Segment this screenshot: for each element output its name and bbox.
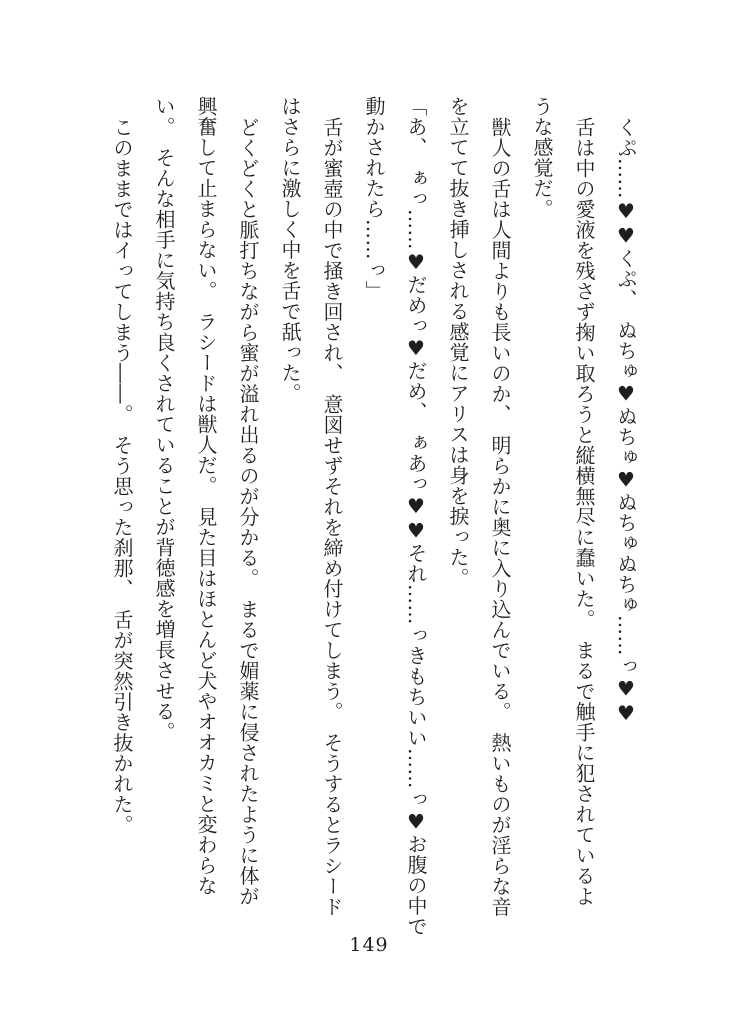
text-column-7: 動かされたら……っ」 [362,96,386,301]
vertical-text-block [101,96,647,958]
text-column-5: を立てて抜き挿しされる感覚にアリスは身を捩った。 [446,96,470,588]
text-column-12: い。 そんな相手に気持ち良くされていることが背徳感を増長させる。 [152,96,176,742]
text-column-4: 獣人の舌は人間よりも長いのか、 明らかに奥に入り込んでいる。 熱いものが淫らな音 [488,117,512,917]
page-number: 149 [349,934,389,956]
text-column-11: 興奮して止まらない。 ラシードは獣人だ。 見た目はほとんど犬やオオカミと変わらな [194,96,218,896]
text-column-1: くぷ……♥♥くぷ、 ぬちゅ♥ぬちゅ♥ぬちゅぬちゅ……っ♥♥ [614,117,638,726]
text-column-3: うな感覚だ。 [530,96,554,219]
text-column-8: 舌が蜜壺の中で掻き回され、 意図せずそれを締め付けてしまう。 そうするとラシード [320,117,344,917]
text-column-10: どくどくと脈打ちながら蜜が溢れ出るのが分かる。 まるで媚薬に侵されたように体が [236,117,260,907]
text-column-2: 舌は中の愛液を残さず掬い取ろうと縦横無尽に蠢いた。 まるで触手に犯されているよ [572,117,596,907]
text-column-6: 「あ、 ぁっ……♥だめっ♥だめ、 ぁあっ♥♥それ……っきもちいい……っ♥お腹の中で [404,96,428,937]
text-column-13: このままではイってしまう――。 そう思った刹那、 舌が突然引き抜かれた。 [110,117,134,835]
text-column-9: はさらに激しく中を舌で舐った。 [278,96,302,404]
